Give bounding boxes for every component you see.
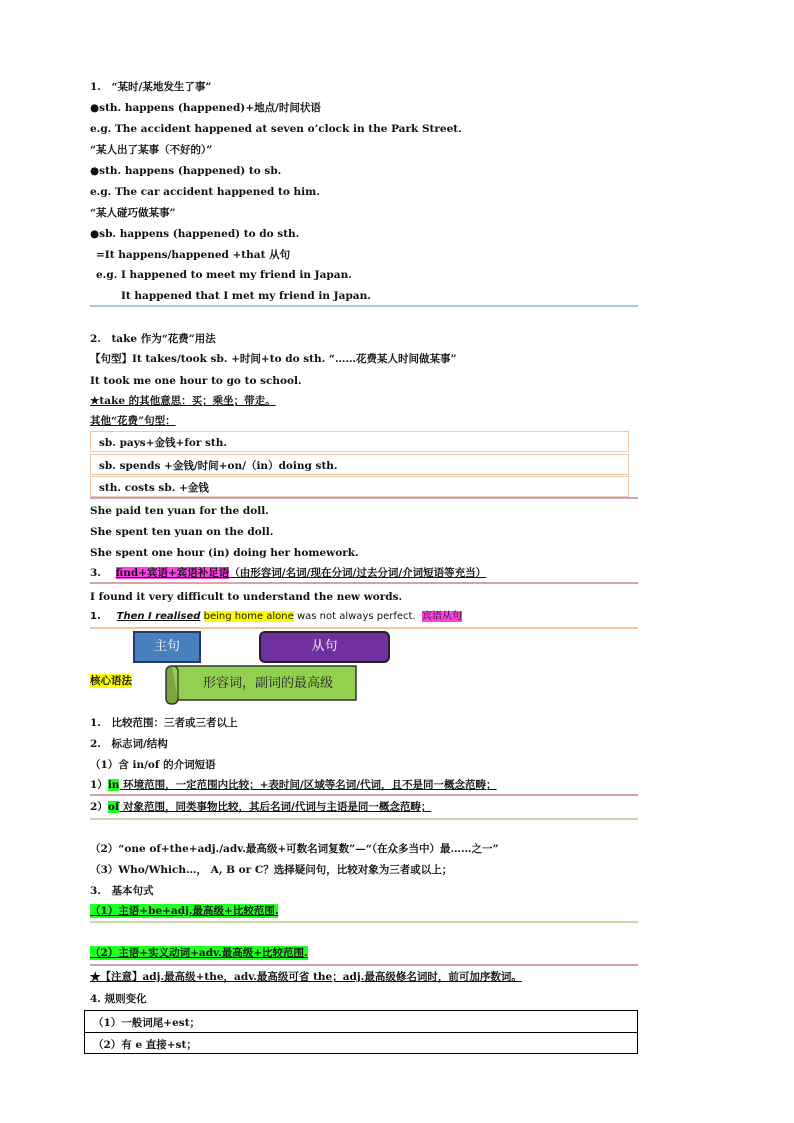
grammar-line: 3. 基本句式 xyxy=(90,885,154,897)
section-divider xyxy=(90,964,638,966)
subtitle-line: “某人碰巧做某事” xyxy=(90,207,176,219)
note-line: ★【注意】adj.最高级+the，adv.最高级可省 the；adj.最高级修名词时，前可加序数词。 xyxy=(90,971,522,983)
subtitle-line: 其他“花费”句型： xyxy=(90,415,176,427)
grammar-line: （2）“one of+the+adj./adv.最高级+可数名词复数”—“（在众多当中）最……之一” xyxy=(90,843,499,855)
example-line: e.g. The car accident happened to him. xyxy=(90,186,320,198)
table-row: （2）有 e 直接+st； xyxy=(85,1032,637,1053)
pattern-row: sth. costs sb. +金钱 xyxy=(90,476,629,497)
main-clause-box: 主句 xyxy=(133,631,201,663)
section3-title: 3. find+宾语+宾语补足语（由形容词/名词/现在分词/过去分词/介词短语等充当） xyxy=(90,567,487,579)
section-divider xyxy=(90,497,638,499)
section-divider xyxy=(90,627,638,629)
formula-line: ●sth. happens (happened)+地点/时间状语 xyxy=(90,102,321,114)
section-divider xyxy=(90,305,638,307)
example-line: She spent ten yuan on the doll. xyxy=(90,526,274,538)
example-line: e.g. I happened to meet my friend in Japan. xyxy=(96,269,352,281)
grammar-line: 4. 规则变化 xyxy=(90,993,147,1005)
example-line: She paid ten yuan for the doll. xyxy=(90,505,269,517)
pattern-line: （1）主语+be+adj.最高级+比较范围. xyxy=(90,905,279,917)
example-line: I found it very difficult to understand the new words. xyxy=(90,591,403,603)
grammar-of-line: 2）of 对象范围，同类事物比较，其后名词/代词与主语是同一概念范畴； xyxy=(90,801,432,813)
core-grammar-label: 核心语法 xyxy=(90,675,132,687)
section1-title: 1. “某时/某地发生了事” xyxy=(90,81,212,93)
table-row: （1）一般词尾+est； xyxy=(93,1017,201,1029)
formula-line: ●sth. happens (happened) to sb. xyxy=(90,165,282,177)
grammar-line: 1. 比较范围：三者或三者以上 xyxy=(90,717,238,729)
pattern-line: （2）主语+实义动词+adv.最高级+比较范围. xyxy=(90,947,308,959)
subordinate-clause-box: 从句 xyxy=(259,631,390,663)
subtitle-line: “某人出了某事（不好的）” xyxy=(90,144,213,156)
section-divider xyxy=(90,794,638,796)
formula-line: ●sb. happens (happened) to do sth. xyxy=(90,228,300,240)
grammar-line: 2. 标志词/结构 xyxy=(90,738,168,750)
section-divider xyxy=(90,818,638,820)
rule-table xyxy=(84,1010,638,1054)
section-divider xyxy=(90,921,638,923)
example-line: e.g. The accident happened at seven o’clock in the Park Street. xyxy=(90,123,462,135)
example-line: She spent one hour (in) doing her homework. xyxy=(90,547,359,559)
grammar-line: （3）Who/Which…， A, B or C？选择疑问句，比较对象为三者或以上； xyxy=(90,864,453,876)
pattern-row: sb. spends +金钱/时间+on/（in）doing sth. xyxy=(90,454,629,475)
section-divider xyxy=(90,582,638,584)
formula-line: =It happens/happened +that 从句 xyxy=(96,249,291,261)
example-line: It happened that I met my friend in Japan. xyxy=(121,290,371,302)
grammar-in-line: 1）in 环境范围，一定范围内比较；+表时间/区域等名词/代词，且不是同一概念范畴； xyxy=(90,779,497,791)
example-line: It took me one hour to go to school. xyxy=(90,375,302,387)
example-sentence: 1. Then I realised being home alone was not always perfect. 宾语从句 xyxy=(90,611,462,622)
pattern-line: 【句型】It takes/took sb. +时间+to do sth. “……花费某人时间做某事” xyxy=(90,353,457,365)
scroll-banner-text: 形容词，副词的最高级 xyxy=(202,676,333,691)
note-line: ★take 的其他意思：买；乘坐；带走。 xyxy=(90,395,276,407)
grammar-line: （1）含 in/of 的介词短语 xyxy=(90,759,216,771)
pattern-row: sb. pays+金钱+for sth. xyxy=(90,431,629,452)
section2-title: 2. take 作为“花费”用法 xyxy=(90,333,216,345)
